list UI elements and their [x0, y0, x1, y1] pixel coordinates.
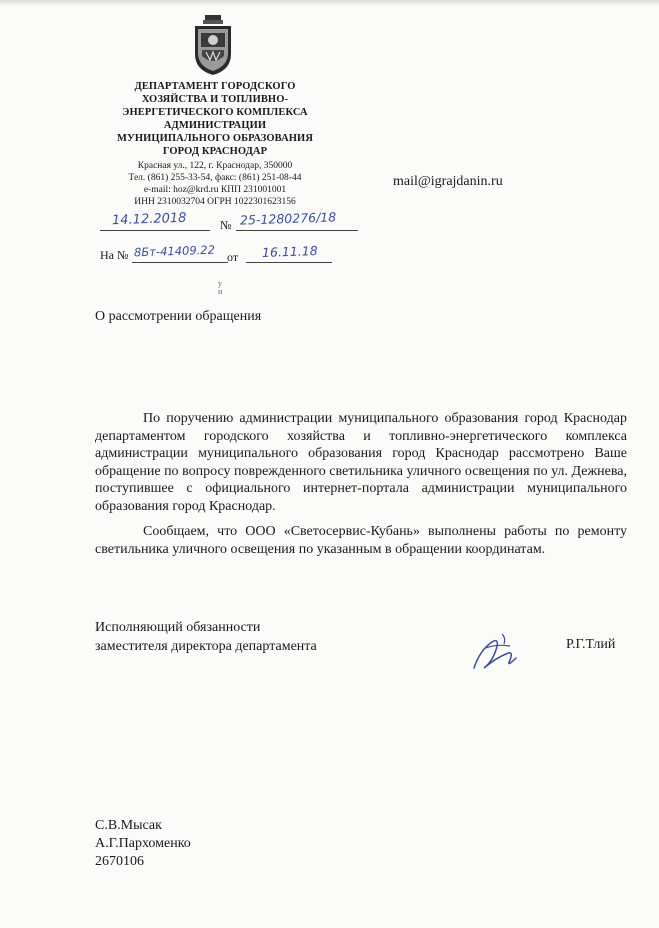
reference-prefix: На № — [100, 248, 129, 262]
executor-line: 2670106 — [95, 854, 144, 869]
executor-line: С.В.Мысак — [95, 818, 162, 833]
body-paragraph — [95, 410, 627, 516]
ref-date-underline — [246, 262, 332, 263]
registration-date: 14.12.2018 — [111, 210, 187, 229]
executor-line: А.Г.Пархоменко — [95, 836, 191, 851]
letter-subject: О рассмотрении обращения — [95, 309, 262, 324]
ref-number-underline — [132, 262, 228, 263]
krasnodar-coat-of-arms-icon — [191, 14, 235, 76]
margin-mark: н — [218, 287, 223, 296]
margin-mark: у — [218, 279, 222, 288]
handwritten-signature-icon — [466, 628, 530, 676]
number-sign: № — [220, 218, 232, 232]
department-line: ХОЗЯЙСТВА И ТОПЛИВНО- — [141, 94, 289, 105]
department-line: ДЕПАРТАМЕНТ ГОРОДСКОГО — [134, 81, 296, 92]
number-underline — [236, 230, 358, 231]
recipient-email: mail@igrajdanin.ru — [393, 174, 503, 189]
address-line: Красная ул., 122, г. Краснодар, 350000 — [137, 161, 293, 171]
paragraph-text: По поручению администрации муниципального образования город Краснодар департаментом городского хозяйства и топливно-энергетического комплекса администрации муниципального образования город Краснодар рассмотрено Ваше обращение по вопросу поврежденного светильника уличного освещения по ул. Дежнева, поступившее с официального интернет-портала администрации муниципального образования город Краснодар. — [95, 411, 627, 514]
signatory-position — [95, 618, 317, 656]
body-paragraph — [95, 523, 627, 558]
address-line: e-mail: hoz@krd.ru КПП 231001001 — [143, 185, 287, 195]
reference-number: 8Бт-41409.22 — [133, 242, 216, 260]
margin-marks — [218, 280, 222, 296]
address-line: Тел. (861) 255-33-54, факс: (861) 251-08-44 — [128, 173, 302, 183]
reference-date: 16.11.18 — [261, 243, 318, 260]
position-line: заместителя директора департамента — [95, 639, 317, 654]
department-line: ЭНЕРГЕТИЧЕСКОГО КОМПЛЕКСА — [122, 107, 308, 118]
address-line: ИНН 2310032704 ОГРН 1022301623156 — [134, 197, 296, 207]
department-address — [95, 160, 335, 208]
date-underline — [100, 230, 210, 231]
department-line: ГОРОД КРАСНОДАР — [162, 146, 268, 157]
executor-block — [95, 817, 191, 871]
paragraph-text: Сообщаем, что ООО «Светосервис-Кубань» выполнены работы по ремонту светильника уличного освещения по указанным в обращении координатам. — [95, 524, 627, 557]
signatory-name: Р.Г.Тлий — [566, 637, 616, 652]
scan-edge-shadow — [0, 0, 659, 6]
reference-from: от — [227, 250, 239, 264]
department-name — [95, 80, 335, 158]
department-line: МУНИЦИПАЛЬНОГО ОБРАЗОВАНИЯ — [117, 133, 313, 144]
registration-number: 25-1280276/18 — [239, 209, 337, 228]
department-line: АДМИНИСТРАЦИИ — [163, 120, 267, 131]
position-line: Исполняющий обязанности — [95, 620, 261, 635]
